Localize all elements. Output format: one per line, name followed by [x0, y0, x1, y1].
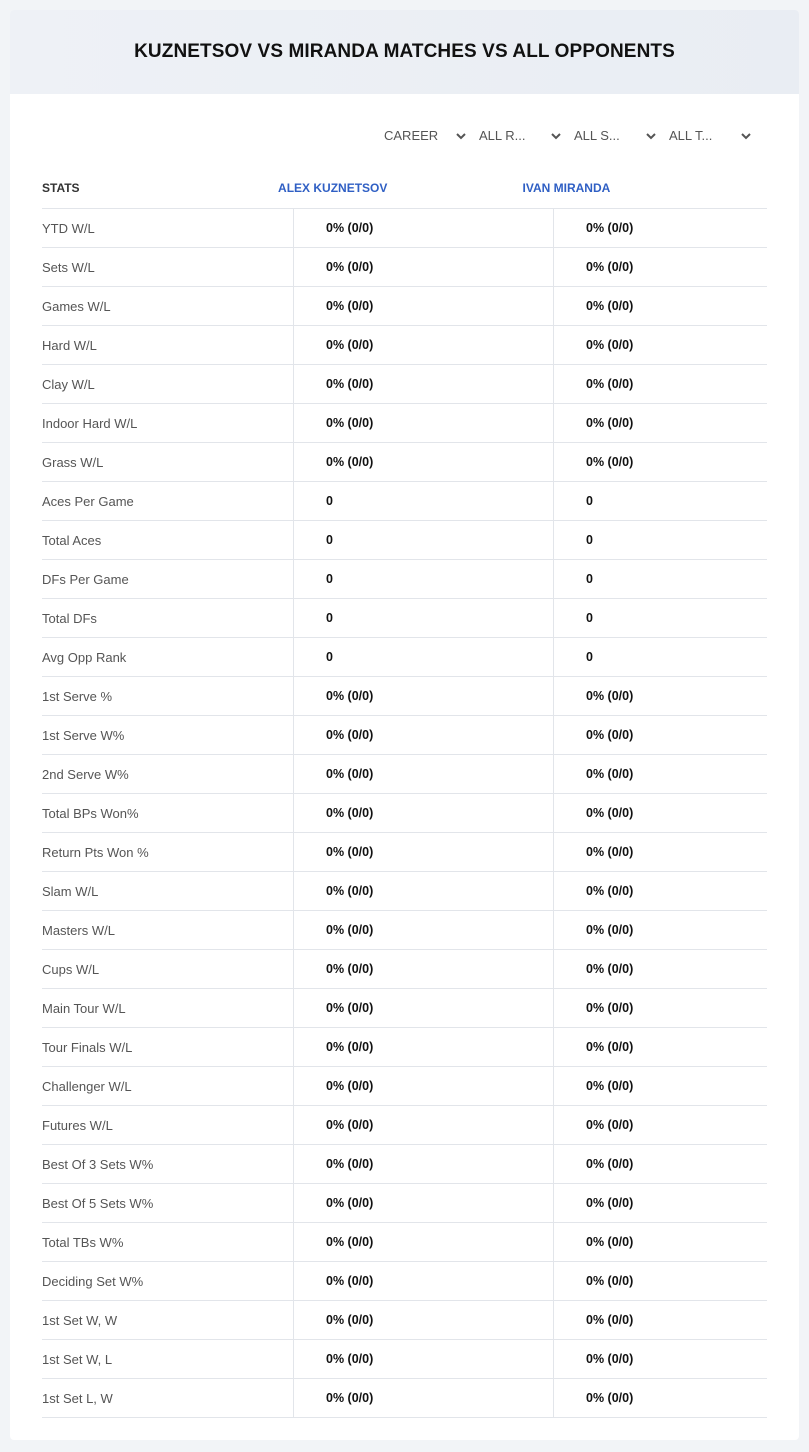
- player2-value: 0% (0/0): [553, 1106, 767, 1144]
- stat-label: Cups W/L: [42, 961, 100, 977]
- player1-value: 0% (0/0): [293, 989, 553, 1027]
- stat-label: Tour Finals W/L: [42, 1039, 133, 1055]
- table-row: [42, 1105, 767, 1144]
- player1-value: 0: [293, 599, 553, 637]
- player2-value: 0% (0/0): [553, 1301, 767, 1339]
- stat-label: Hard W/L: [42, 337, 97, 353]
- player1-value: 0% (0/0): [293, 326, 553, 364]
- stat-label: Indoor Hard W/L: [42, 415, 138, 431]
- filter-period-select[interactable]: [380, 124, 475, 148]
- stat-label: 1st Serve %: [42, 688, 113, 704]
- table-row: [42, 988, 767, 1027]
- table-row: [42, 1066, 767, 1105]
- chevron-down-icon: [740, 124, 752, 148]
- table-row: [42, 832, 767, 871]
- player2-value: 0: [553, 521, 767, 559]
- table-row: [42, 949, 767, 988]
- player1-value: 0: [293, 638, 553, 676]
- table-row: [42, 403, 767, 442]
- filter-label: ALL T...: [669, 128, 713, 143]
- player1-value: 0% (0/0): [293, 755, 553, 793]
- filter-label: ALL S...: [574, 128, 620, 143]
- table-row: [42, 1261, 767, 1300]
- chevron-down-icon: [455, 124, 467, 148]
- table-row: [42, 208, 767, 247]
- player2-value: 0% (0/0): [553, 1145, 767, 1183]
- table-row: [42, 637, 767, 676]
- player2-value: 0% (0/0): [553, 716, 767, 754]
- table-row: [42, 559, 767, 598]
- table-row: [42, 910, 767, 949]
- player1-value: 0% (0/0): [293, 248, 553, 286]
- player2-value: 0% (0/0): [553, 872, 767, 910]
- player1-value: 0% (0/0): [293, 1028, 553, 1066]
- player1-value: 0: [293, 560, 553, 598]
- player1-value: 0: [293, 521, 553, 559]
- stat-label: Total Aces: [42, 532, 102, 548]
- player2-value: 0% (0/0): [553, 1223, 767, 1261]
- table-row: [42, 1027, 767, 1066]
- table-row: [42, 1300, 767, 1339]
- stats-column-header: STATS: [42, 181, 80, 195]
- player1-value: 0% (0/0): [293, 1340, 553, 1378]
- stats-table: [42, 168, 767, 1418]
- player2-value: 0% (0/0): [553, 950, 767, 988]
- filter-bar: [380, 124, 760, 148]
- table-row: [42, 325, 767, 364]
- stat-label: 1st Set W, W: [42, 1312, 118, 1328]
- player1-value: 0: [293, 482, 553, 520]
- filter-label: ALL R...: [479, 128, 526, 143]
- table-row: [42, 520, 767, 559]
- player2-value: 0% (0/0): [553, 833, 767, 871]
- player2-value: 0% (0/0): [553, 404, 767, 442]
- player2-link[interactable]: IVAN MIRANDA: [522, 181, 611, 195]
- player2-value: 0% (0/0): [553, 1340, 767, 1378]
- player1-value: 0% (0/0): [293, 1379, 553, 1417]
- stat-label: Total BPs Won%: [42, 805, 139, 821]
- stat-label: Aces Per Game: [42, 493, 134, 509]
- player1-value: 0% (0/0): [293, 1184, 553, 1222]
- table-row: [42, 754, 767, 793]
- stat-label: Slam W/L: [42, 883, 99, 899]
- player1-value: 0% (0/0): [293, 1223, 553, 1261]
- stat-label: Deciding Set W%: [42, 1273, 144, 1289]
- stat-label: Clay W/L: [42, 376, 95, 392]
- table-row: [42, 442, 767, 481]
- player1-value: 0% (0/0): [293, 911, 553, 949]
- player1-link[interactable]: ALEX KUZNETSOV: [278, 181, 388, 195]
- stat-label: Challenger W/L: [42, 1078, 132, 1094]
- player2-value: 0% (0/0): [553, 209, 767, 247]
- chevron-down-icon: [645, 124, 657, 148]
- player2-value: 0% (0/0): [553, 1379, 767, 1417]
- table-row: [42, 247, 767, 286]
- player2-value: 0% (0/0): [553, 677, 767, 715]
- player1-value: 0% (0/0): [293, 365, 553, 403]
- filter-round-select[interactable]: [475, 124, 570, 148]
- filter-label: CAREER: [384, 128, 439, 143]
- page-title: KUZNETSOV VS MIRANDA MATCHES VS ALL OPPONENTS: [134, 41, 675, 62]
- table-header: [42, 168, 767, 208]
- player1-value: 0% (0/0): [293, 1145, 553, 1183]
- table-body: [42, 208, 767, 1418]
- player2-value: 0% (0/0): [553, 794, 767, 832]
- table-row: [42, 1378, 767, 1418]
- table-row: [42, 871, 767, 910]
- table-row: [42, 676, 767, 715]
- stat-label: Masters W/L: [42, 922, 115, 938]
- stat-label: Return Pts Won %: [42, 844, 149, 860]
- stat-label: Games W/L: [42, 298, 111, 314]
- stat-label: Futures W/L: [42, 1117, 113, 1133]
- table-row: [42, 1339, 767, 1378]
- table-row: [42, 598, 767, 637]
- player1-value: 0% (0/0): [293, 1106, 553, 1144]
- table-row: [42, 715, 767, 754]
- player2-value: 0: [553, 482, 767, 520]
- stat-label: Grass W/L: [42, 454, 104, 470]
- player2-value: 0: [553, 638, 767, 676]
- player2-value: 0% (0/0): [553, 326, 767, 364]
- player2-value: 0% (0/0): [553, 755, 767, 793]
- player2-value: 0% (0/0): [553, 1028, 767, 1066]
- player2-value: 0: [553, 599, 767, 637]
- stats-card: [10, 10, 799, 1440]
- table-row: [42, 286, 767, 325]
- player2-value: 0% (0/0): [553, 1184, 767, 1222]
- player2-value: 0% (0/0): [553, 911, 767, 949]
- player2-value: 0% (0/0): [553, 443, 767, 481]
- stat-label: Main Tour W/L: [42, 1000, 126, 1016]
- stat-label: Avg Opp Rank: [42, 649, 127, 665]
- stat-label: 1st Set W, L: [42, 1351, 113, 1367]
- player2-value: 0% (0/0): [553, 365, 767, 403]
- table-row: [42, 364, 767, 403]
- player1-value: 0% (0/0): [293, 833, 553, 871]
- player2-value: 0% (0/0): [553, 287, 767, 325]
- chevron-down-icon: [550, 124, 562, 148]
- player1-value: 0% (0/0): [293, 209, 553, 247]
- player1-value: 0% (0/0): [293, 443, 553, 481]
- player1-value: 0% (0/0): [293, 404, 553, 442]
- stat-label: Best Of 5 Sets W%: [42, 1195, 154, 1211]
- filter-tournament-select[interactable]: [665, 124, 760, 148]
- player2-value: 0% (0/0): [553, 1067, 767, 1105]
- table-row: [42, 1144, 767, 1183]
- stat-label: Sets W/L: [42, 259, 95, 275]
- stat-label: 1st Set L, W: [42, 1390, 113, 1406]
- filter-surface-select[interactable]: [570, 124, 665, 148]
- player2-value: 0% (0/0): [553, 1262, 767, 1300]
- stat-label: 2nd Serve W%: [42, 766, 129, 782]
- stat-label: YTD W/L: [42, 220, 95, 236]
- stat-label: Total DFs: [42, 610, 97, 626]
- player1-value: 0% (0/0): [293, 794, 553, 832]
- player2-value: 0% (0/0): [553, 248, 767, 286]
- player1-value: 0% (0/0): [293, 677, 553, 715]
- table-row: [42, 1183, 767, 1222]
- stat-label: 1st Serve W%: [42, 727, 125, 743]
- player2-value: 0% (0/0): [553, 989, 767, 1027]
- player1-value: 0% (0/0): [293, 950, 553, 988]
- stat-label: Total TBs W%: [42, 1234, 124, 1250]
- player1-value: 0% (0/0): [293, 872, 553, 910]
- card-header: [10, 10, 799, 94]
- player2-value: 0: [553, 560, 767, 598]
- table-row: [42, 793, 767, 832]
- player1-value: 0% (0/0): [293, 1067, 553, 1105]
- stat-label: DFs Per Game: [42, 571, 129, 587]
- stat-label: Best Of 3 Sets W%: [42, 1156, 154, 1172]
- player1-value: 0% (0/0): [293, 1301, 553, 1339]
- table-row: [42, 1222, 767, 1261]
- table-row: [42, 481, 767, 520]
- player1-value: 0% (0/0): [293, 1262, 553, 1300]
- player1-value: 0% (0/0): [293, 716, 553, 754]
- player1-value: 0% (0/0): [293, 287, 553, 325]
